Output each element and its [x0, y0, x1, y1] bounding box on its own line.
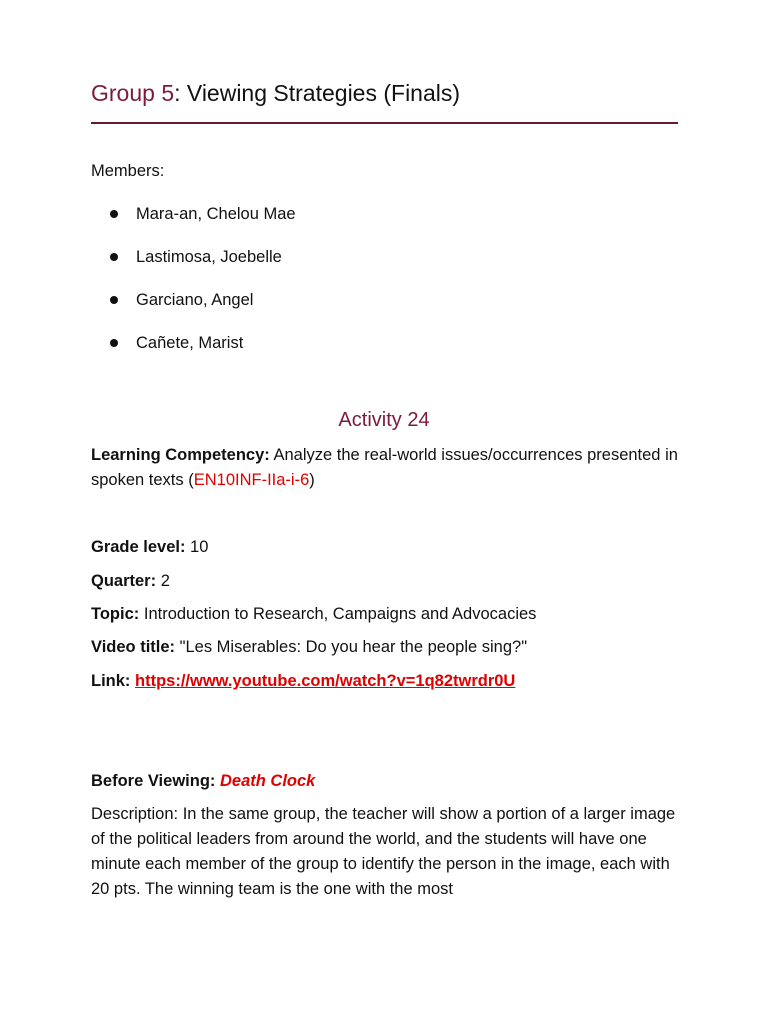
grade-label: Grade level:	[91, 538, 186, 556]
grade-level	[91, 535, 691, 560]
before-viewing-label: Before Viewing:	[91, 772, 216, 790]
activity-heading: Activity 24	[338, 409, 430, 431]
video-title	[91, 635, 691, 660]
title-group-name: Group 5	[91, 80, 175, 106]
quarter-label: Quarter:	[91, 572, 157, 590]
quarter-value: 2	[156, 572, 170, 590]
competency-label: Learning Competency:	[91, 446, 270, 464]
grade-value: 10	[185, 538, 209, 556]
member-name: Lastimosa, Joebelle	[136, 248, 282, 266]
bullet-icon	[110, 296, 118, 304]
member-name: Garciano, Angel	[136, 291, 254, 309]
competency-close: )	[309, 471, 315, 489]
member-item	[110, 289, 296, 332]
member-item	[110, 332, 296, 375]
topic-label: Topic:	[91, 605, 140, 623]
before-viewing	[91, 769, 691, 794]
video-title-value: "Les Miserables: Do you hear the people sing?"	[175, 638, 528, 656]
bullet-icon	[110, 339, 118, 347]
topic-value: Introduction to Research, Campaigns and Advocacies	[139, 605, 537, 623]
bullet-icon	[110, 253, 118, 261]
member-item	[110, 246, 296, 289]
video-link	[91, 669, 691, 694]
title-subject: : Viewing Strategies (Finals)	[174, 80, 461, 106]
members-list	[110, 203, 296, 375]
competency-text: Analyze the real-world issues/occurrences presented in spoken texts (	[91, 446, 678, 489]
activity-name: Death Clock	[219, 772, 316, 790]
competency-code: EN10INF-IIa-i-6	[193, 471, 310, 489]
topic	[91, 602, 691, 627]
title-divider	[91, 122, 678, 124]
link-label: Link:	[91, 672, 131, 690]
quarter	[91, 569, 691, 594]
video-title-label: Video title:	[91, 638, 176, 656]
bullet-icon	[110, 210, 118, 218]
members-label: Members:	[91, 162, 165, 180]
before-viewing-description: Description: In the same group, the teacher will show a portion of a larger image of the political leaders from around the world, and the students will have one minute each member of the group to identify the person in the image, each with 20 pts. The winning team is the one with the most	[91, 805, 676, 898]
page-title	[91, 78, 460, 108]
learning-competency	[91, 443, 691, 493]
member-name: Mara-an, Chelou Mae	[136, 205, 296, 223]
youtube-link[interactable]: https://www.youtube.com/watch?v=1q82twrdr0U	[135, 672, 516, 690]
member-item	[110, 203, 296, 246]
member-name: Cañete, Marist	[136, 334, 244, 352]
